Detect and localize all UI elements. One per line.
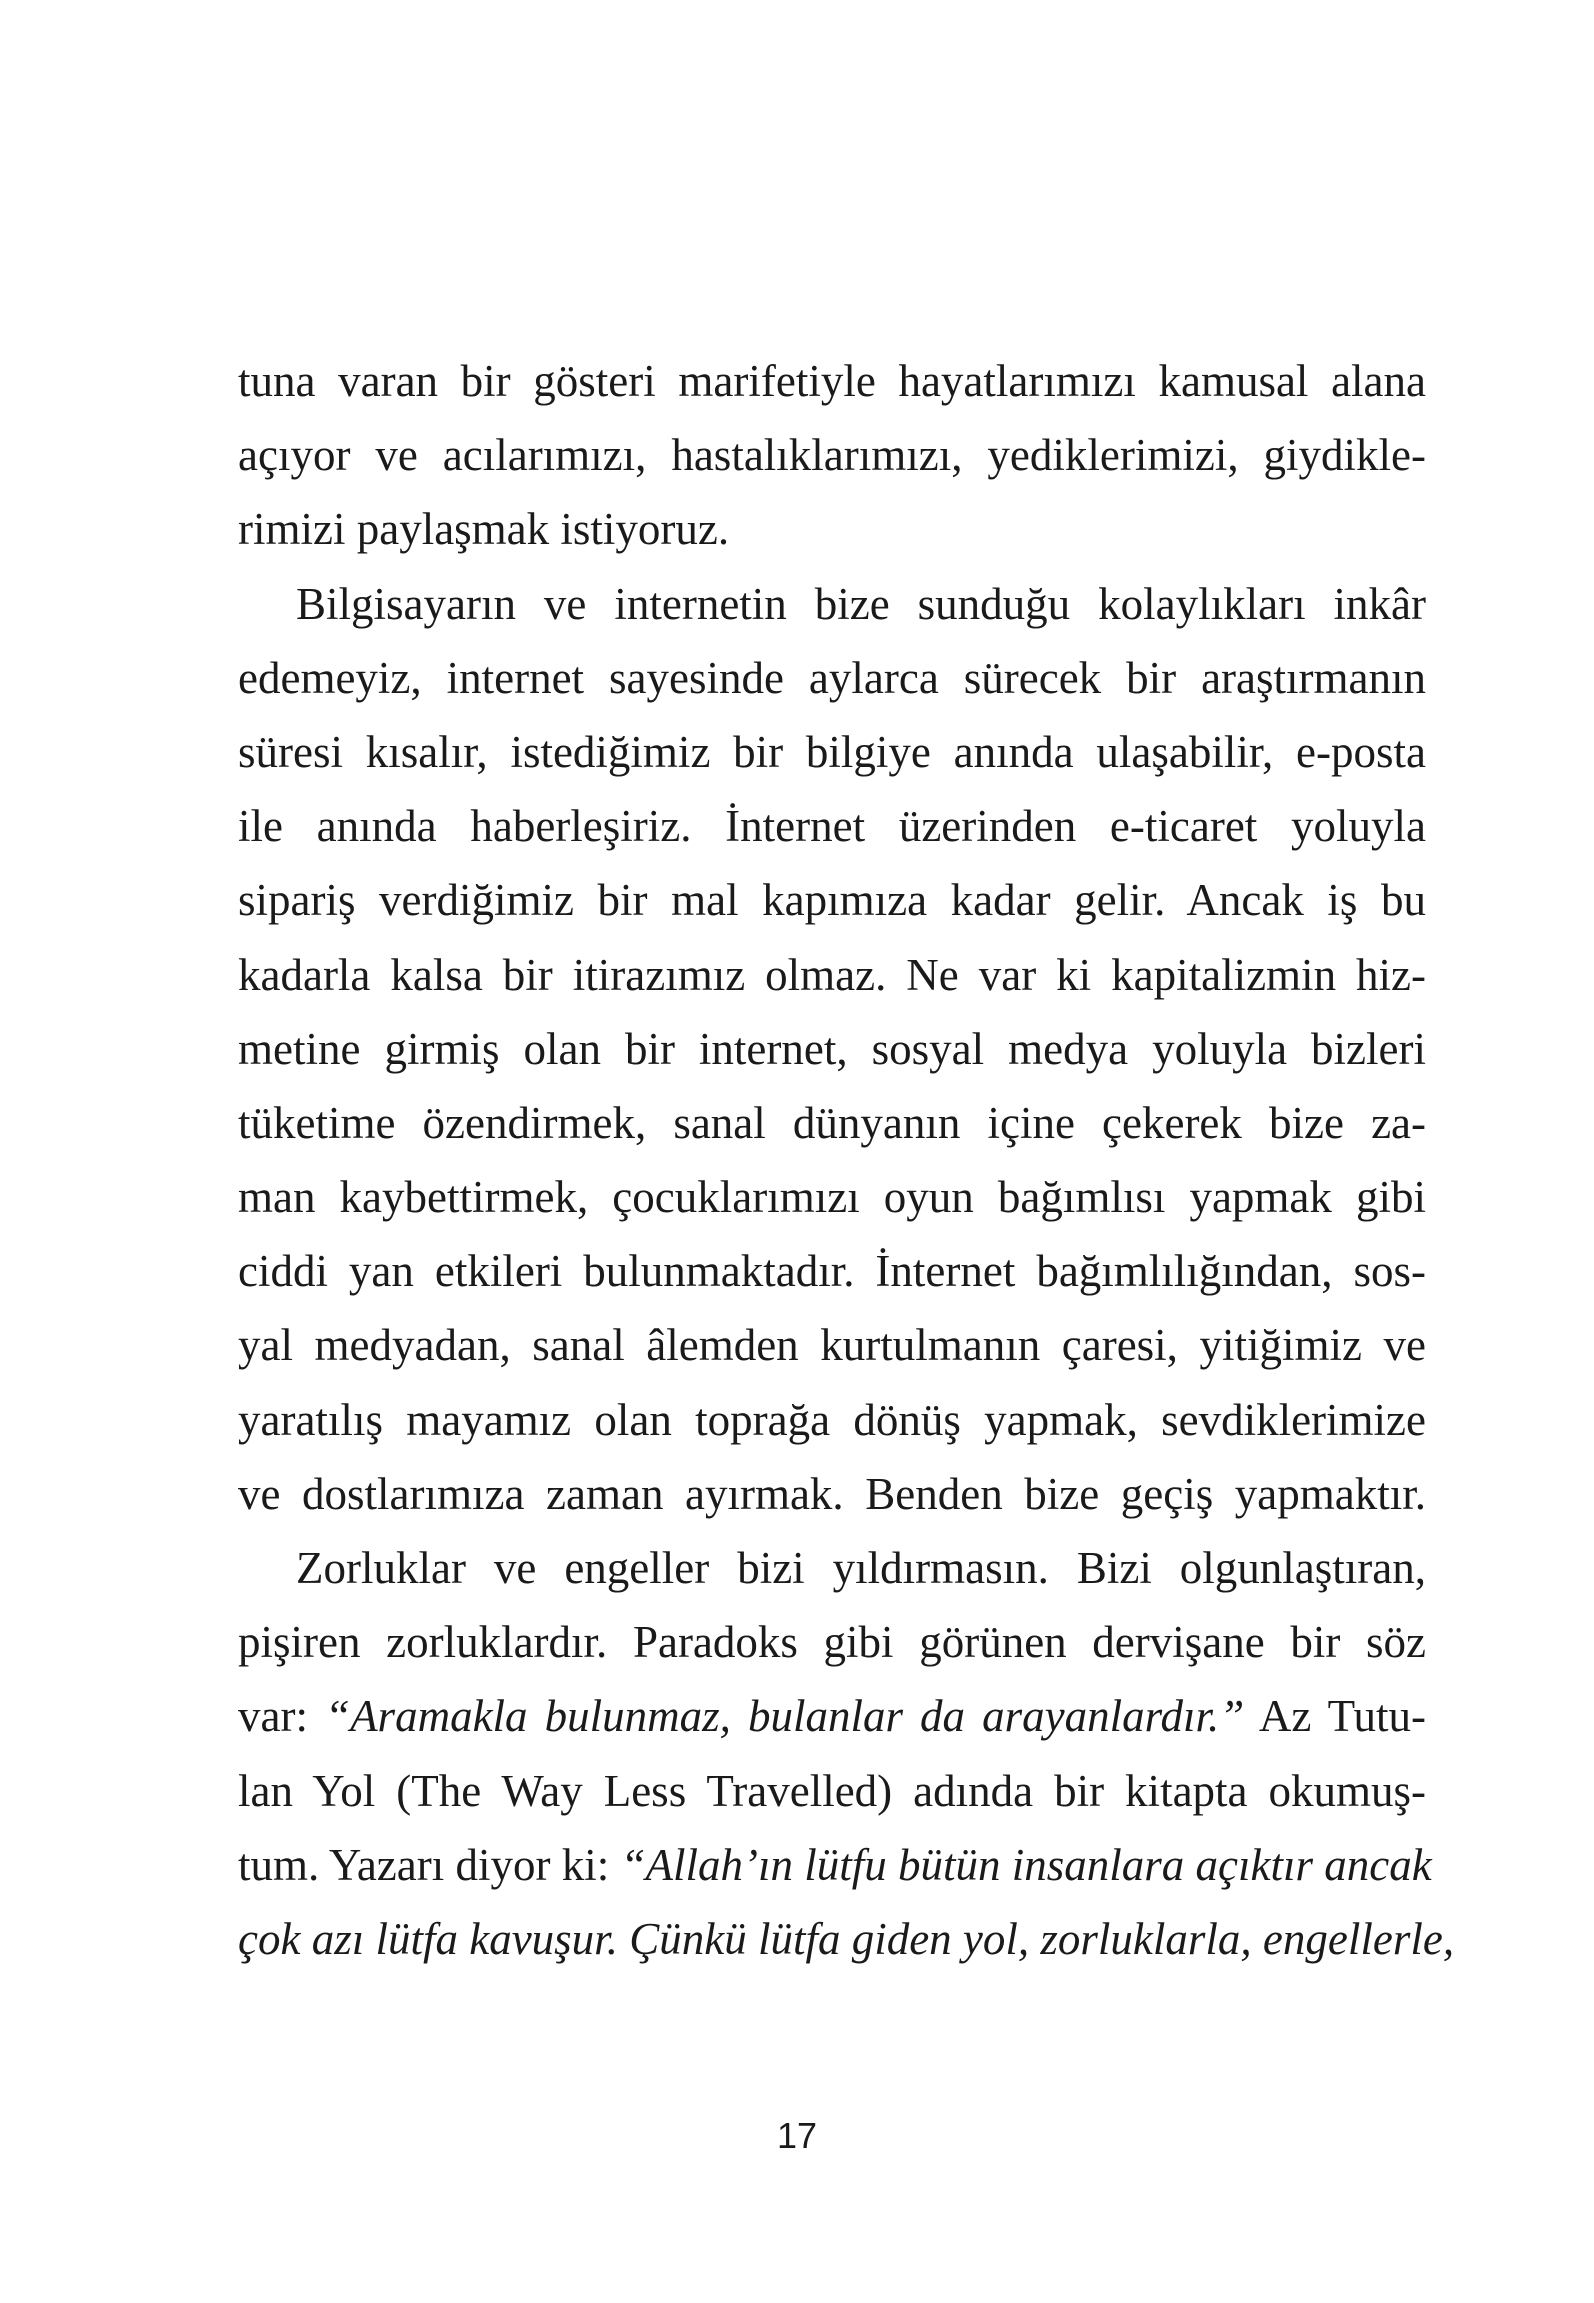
text-line: yaratılış mayamız olan toprağa dönüş yapmak, sevdiklerimize	[238, 1394, 1426, 1445]
page-number: 17	[776, 2115, 818, 2156]
text-line: edemeyiz, internet sayesinde aylarca sürecek bir araştırmanın	[238, 652, 1426, 703]
body-text	[238, 344, 1455, 1976]
text-line	[238, 1902, 1455, 1976]
line-text: Az Tutu-	[1244, 1691, 1426, 1742]
text-line: ile anında haberleşiriz. İnternet üzerinden e-ticaret yoluyla	[238, 801, 1426, 852]
text-line	[238, 1828, 1432, 1902]
text-line: Zorluklar ve engeller bizi yıldırmasın. Bizi olgunlaştıran,	[296, 1543, 1426, 1593]
text-line	[238, 1679, 1426, 1753]
text-line: Bilgisayarın ve internetin bize sunduğu kolaylıkları inkâr	[296, 578, 1426, 629]
line-text: tum. Yazarı diyor ki:	[238, 1839, 621, 1890]
text-line: yal medyadan, sanal âlemden kurtulmanın çaresi, yitiğimiz ve	[238, 1320, 1426, 1371]
text-line: lan Yol (The Way Less Travelled) adında bir kitapta okumuş-	[238, 1765, 1426, 1816]
italic-quote: “Allah’ın lütfu bütün insanlara açıktır ancak	[620, 1839, 1432, 1890]
text-line: man kaybettirmek, çocuklarımızı oyun bağımlısı yapmak gibi	[238, 1172, 1426, 1223]
line-text: var:	[238, 1691, 326, 1742]
italic-quote: “Aramakla bulunmaz, bulanlar da arayanlardır.”	[325, 1691, 1245, 1742]
text-line: tüketime özendirmek, sanal dünyanın içine çekerek bize za-	[238, 1097, 1426, 1148]
text-line: açıyor ve acılarımızı, hastalıklarımızı, yediklerimizi, giydikle-	[238, 430, 1426, 481]
text-line: tuna varan bir gösteri marifetiyle hayatlarımızı kamusal alana	[238, 356, 1426, 406]
text-line: metine girmiş olan bir internet, sosyal medya yoluyla bizleri	[238, 1023, 1426, 1074]
text-line: kadarla kalsa bir itirazımız olmaz. Ne var ki kapitalizmin hiz-	[238, 949, 1426, 1000]
italic-quote: çok azı lütfa kavuşur. Çünkü lütfa giden yol, zorluklarla, engellerle,	[238, 1913, 1455, 1964]
text-line: sipariş verdiğimiz bir mal kapımıza kadar gelir. Ancak iş bu	[238, 875, 1426, 926]
text-line: süresi kısalır, istediğimiz bir bilgiye anında ulaşabilir, e-posta	[238, 726, 1426, 777]
text-line: ve dostlarımıza zaman ayırmak. Benden bize geçiş yapmaktır.	[238, 1468, 1426, 1519]
text-line: ciddi yan etkileri bulunmaktadır. İnternet bağımlılığından, sos-	[238, 1246, 1426, 1297]
text-line: rimizi paylaşmak istiyoruz.	[238, 504, 730, 555]
text-line: pişiren zorluklardır. Paradoks gibi görünen dervişane bir söz	[238, 1617, 1426, 1668]
